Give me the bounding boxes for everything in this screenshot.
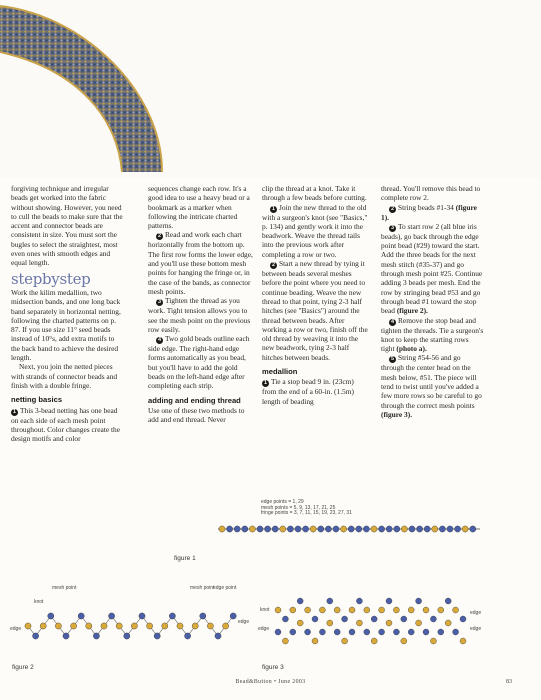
step-number-icon: 1: [12, 408, 17, 415]
bead: [423, 629, 429, 635]
paragraph: thread. You'll remove this bead to complete row 2.: [381, 184, 481, 203]
paragraph: Next, you join the netted pieces with strands of connector beads and finish with a double fringe.: [11, 362, 118, 390]
bead: [303, 526, 309, 532]
bead: [305, 607, 311, 613]
bead: [227, 526, 233, 532]
bead: [131, 623, 137, 629]
bead: [319, 607, 325, 613]
knot-label: knot: [34, 599, 44, 605]
subheading-netting-basics: netting basics: [11, 395, 63, 405]
bead: [438, 629, 444, 635]
bead: [430, 616, 436, 622]
bead: [177, 623, 183, 629]
bead: [342, 616, 348, 622]
paragraph: clip the thread at a knot. Take it through a few beads before cutting.: [262, 184, 367, 203]
bead: [408, 629, 414, 635]
bead: [93, 633, 99, 639]
column-1: [11, 184, 125, 443]
bead: [327, 598, 333, 604]
bead: [386, 598, 392, 604]
bead: [265, 526, 271, 532]
bead: [430, 638, 436, 644]
bead: [219, 526, 225, 532]
step-item: 3 Tighten the thread as you work. Tight tension allows you to see the mesh point on the previous row easily.: [148, 296, 251, 334]
paragraph: sequences change each row. It's a good idea to use a heavy bead or a bookmark as a marker when following the intricate charted patterns.: [148, 184, 250, 231]
bead: [272, 526, 278, 532]
bead: [162, 623, 168, 629]
column-3: [262, 184, 369, 406]
bead: [282, 616, 288, 622]
bead: [348, 526, 354, 532]
bead: [169, 613, 175, 619]
edge-label: edge: [10, 626, 22, 632]
bead: [460, 616, 466, 622]
bead: [341, 526, 347, 532]
bead: [416, 620, 422, 626]
bead: [455, 526, 461, 532]
bead: [325, 526, 331, 532]
step-number-icon: 1: [271, 205, 276, 212]
bead: [386, 526, 392, 532]
bead: [401, 616, 407, 622]
intro-paragraph: forgiving technique and irregular beads get worked into the fabric without showing. However, you need to cull the beads to make sure that the accent and connector beads are consistent in size. You must sort the bugles to select the straightest, most even ones with smooth edges and equal length.: [11, 184, 123, 268]
knot-label: knot: [260, 607, 270, 613]
step-number-icon: 3: [157, 299, 162, 306]
bead: [416, 598, 422, 604]
edge-label: edge: [470, 610, 482, 616]
bead: [185, 633, 191, 639]
column-2: [148, 184, 253, 425]
step-item: 4 Two gold beads outline each side edge. The right-hand edge forms automatically as you bead, but you'll have to add the gold beads on the left-hand edge after completing each strip.: [148, 334, 250, 391]
bead: [379, 607, 385, 613]
bead: [55, 623, 61, 629]
figure-1-diagram: [218, 514, 488, 544]
bead: [280, 526, 286, 532]
bead: [356, 620, 362, 626]
step-item: 1 This 3-bead netting has one bead on each side of each mesh point throughout. Color changes create the design motifs and color: [11, 405, 120, 444]
bead: [379, 629, 385, 635]
step-item: 1 Join the new thread to the old with a surgeon's knot (see "Basics," p. 134) and gently work it into the beadwork. Weave the thread tails into the previous work after completing a row or two.: [262, 202, 368, 259]
subheading-adding-thread: adding and ending thread: [148, 395, 241, 405]
bead: [223, 623, 229, 629]
bead: [453, 629, 459, 635]
bead: [417, 526, 423, 532]
bead: [78, 613, 84, 619]
bead: [364, 629, 370, 635]
bead: [393, 607, 399, 613]
figure-2-diagram: [22, 596, 244, 656]
bead: [319, 629, 325, 635]
step-number-icon: 4: [390, 318, 395, 325]
bead: [439, 526, 445, 532]
step-item: 2 String beads #1-34 (figure 1).: [381, 202, 477, 222]
page-number: 83: [506, 679, 512, 685]
bead: [25, 623, 31, 629]
bead: [116, 623, 122, 629]
step-number-icon: 4: [157, 337, 162, 344]
jewelry-photo: [0, 0, 541, 178]
edge-point-label: edge point: [213, 585, 237, 591]
bead: [349, 629, 355, 635]
bead: [290, 607, 296, 613]
bead: [305, 629, 311, 635]
bead: [371, 526, 377, 532]
bead: [310, 526, 316, 532]
subheading-medallion: medallion: [262, 367, 298, 377]
bead: [453, 607, 459, 613]
bead: [139, 613, 145, 619]
figure-legend: edge points = 1, 29 mesh points = 5, 9, 13, 17, 21, 25 fringe points = 3, 7, 11, 15, 19, 23, 27, 31: [261, 499, 352, 517]
bead: [371, 638, 377, 644]
step-number-icon: 2: [390, 205, 395, 212]
bead: [393, 629, 399, 635]
step-item: 3 To start row 2 (all blue iris beads), go back through the edge point bead (#29) toward the start. Add the three beads for the next mesh stitch (#35-37) and go through mesh point #25. Continue adding 3 beads per mesh. End the row by stringing bead #53 and go through bead #1 toward the stop bead (figure 2).: [381, 221, 483, 316]
bead: [460, 638, 466, 644]
bead: [438, 607, 444, 613]
mesh-point-label: mesh point: [52, 585, 77, 591]
bead: [33, 633, 39, 639]
edge-label: edge: [258, 626, 270, 632]
bead: [290, 629, 296, 635]
bead: [249, 526, 255, 532]
bead: [282, 638, 288, 644]
step-number-icon: 5: [390, 356, 395, 363]
bead: [147, 623, 153, 629]
section-heading: stepbystep: [11, 269, 91, 288]
bead: [349, 607, 355, 613]
bead: [124, 633, 130, 639]
step-number-icon: 3: [390, 224, 395, 231]
bead: [275, 607, 281, 613]
bead: [394, 526, 400, 532]
bead: [154, 633, 160, 639]
bead: [334, 629, 340, 635]
column-4: [381, 184, 484, 419]
paragraph: Use one of these two methods to add and end thread. Never: [148, 405, 245, 425]
bead: [215, 633, 221, 639]
step-item: 5 String #54-56 and go through the center bead on the mesh below, #51. The piece will tend to twist until you've added a few more rows so be careful to go through the correct mesh points (figure 3).: [381, 353, 482, 419]
mesh-point-label: mesh point: [190, 585, 215, 591]
bead: [424, 526, 430, 532]
step-item: 1 Tie a stop bead 9 in. (23cm) from the end of a 60-in. (1.5m) length of beading: [262, 377, 354, 406]
step-number-icon: 2: [271, 262, 276, 269]
bead: [234, 526, 240, 532]
bead: [275, 629, 281, 635]
bead: [379, 526, 385, 532]
bead: [242, 526, 248, 532]
edge-label: edge: [470, 626, 482, 632]
bead: [363, 526, 369, 532]
bead: [287, 526, 293, 532]
bead: [409, 526, 415, 532]
bead: [327, 620, 333, 626]
bead: [423, 607, 429, 613]
footer-credit: Bead&Button • June 2003: [235, 679, 306, 685]
step-item: 2 Start a new thread by tying it between beads several meshes before the point where you need to continue beading. Weave the new thread to that point, tying 2-3 half hitches (see "Basics") around the thread between beads. After working a row or two, finish off the old thread by weaving it into the new beadwork, tying 2-3 half hitches between beads.: [262, 259, 368, 362]
bead: [207, 623, 213, 629]
bead: [334, 607, 340, 613]
bead: [48, 613, 54, 619]
bead: [63, 633, 69, 639]
bead: [318, 526, 324, 532]
bead: [257, 526, 263, 532]
figure-1-label: figure 1: [174, 555, 196, 562]
bead: [432, 526, 438, 532]
bead: [109, 613, 115, 619]
bead: [401, 638, 407, 644]
bead: [445, 598, 451, 604]
paragraph: Work the kilim medallion, two midsection bands, and one long back band separately in horizontal netting, following the charted patterns on p. 87. If you use size 11° seed beads instead of 10°s, add extra motifs to the back band to achieve the desired length.: [11, 287, 121, 363]
edge-label: edge: [238, 619, 250, 625]
step-item: 2 Read and work each chart horizontally from the bottom up. The first row forms the lower edge, and you'll use these bottom mesh points for hanging the fringe or, in the case of the bands, as connector mesh points.: [148, 230, 253, 296]
step-item: 4 Remove the stop bead and tighten the threads. Tie a surgeon's knot to keep the starting rows tight (photo a).: [381, 315, 484, 354]
bead: [312, 638, 318, 644]
bead: [333, 526, 339, 532]
bead: [462, 526, 468, 532]
bead: [342, 638, 348, 644]
bead: [386, 620, 392, 626]
bead: [312, 616, 318, 622]
bead: [297, 620, 303, 626]
bead: [447, 526, 453, 532]
step-number-icon: 2: [157, 233, 162, 240]
step-number-icon: 1: [263, 380, 268, 387]
bead: [230, 613, 236, 619]
figure-3-label: figure 3: [262, 664, 284, 671]
bead: [408, 607, 414, 613]
bead: [200, 613, 206, 619]
figure-3-diagram: [272, 590, 472, 658]
bead: [86, 623, 92, 629]
bead: [40, 623, 46, 629]
bead: [356, 526, 362, 532]
bead: [401, 526, 407, 532]
bead: [470, 526, 476, 532]
bead: [297, 598, 303, 604]
bead: [364, 607, 370, 613]
figure-2-label: figure 2: [12, 664, 34, 671]
bead: [192, 623, 198, 629]
bead: [445, 620, 451, 626]
bead: [356, 598, 362, 604]
bead: [371, 616, 377, 622]
bead: [295, 526, 301, 532]
bead: [101, 623, 107, 629]
bead: [71, 623, 77, 629]
